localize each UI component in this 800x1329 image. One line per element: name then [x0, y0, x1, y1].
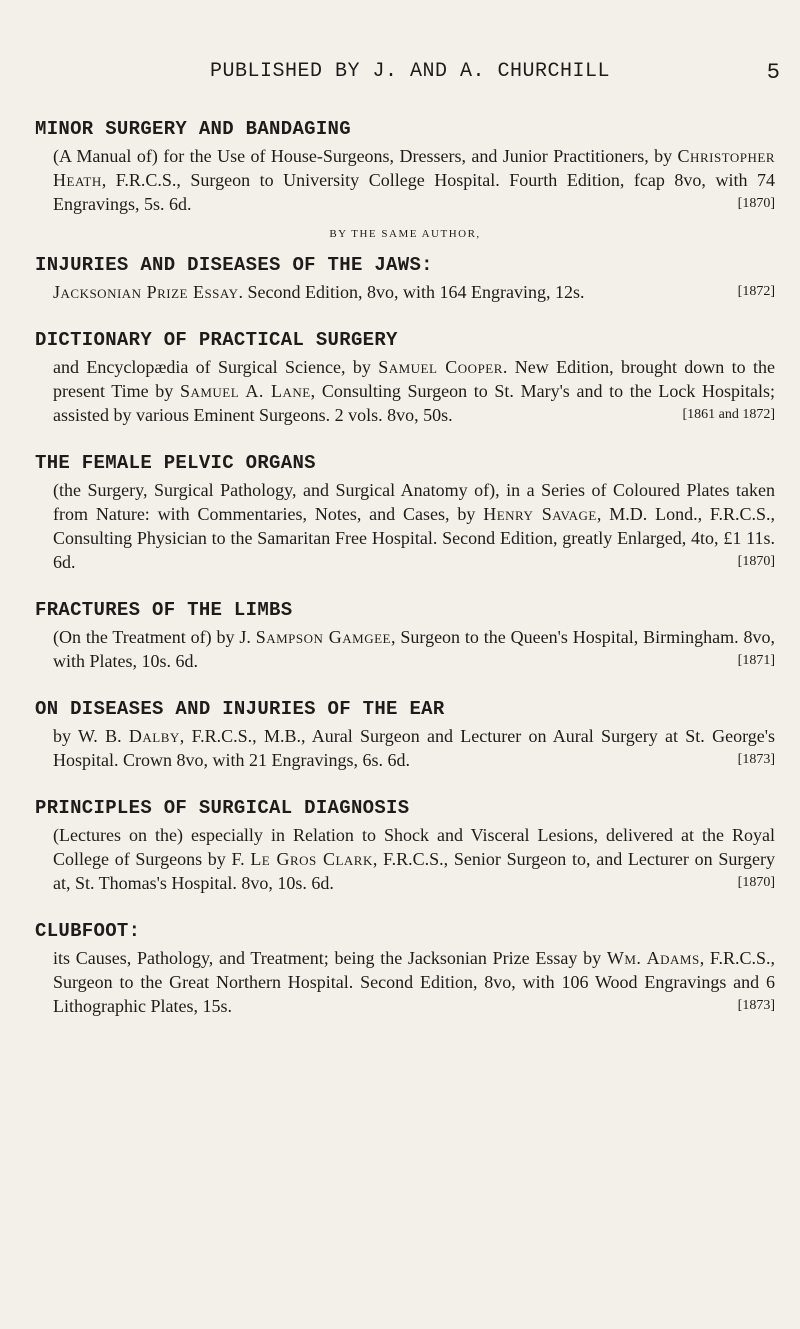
author-name: Dalby [128, 726, 180, 746]
book-entry [35, 920, 775, 1018]
description-text: , M.D. Lond., F.R.C.S., Consulting Physician to the Samaritan Free Hospital. Second Edition, greatly Enlarged, 4to, £1 11s. 6d. [53, 504, 776, 572]
book-entry [35, 452, 775, 574]
author-name: Sampson Gamgee [255, 627, 392, 647]
description-text: . New Edition, brought down to the present Time by [53, 357, 775, 401]
book-description [53, 478, 775, 574]
book-entry [35, 797, 775, 895]
by-line: BY THE SAME AUTHOR, [329, 228, 481, 240]
description-text: , F.R.C.S., Surgeon to the Great Northern Hospital. Second Edition, 8vo, with 106 Wood Engravings and 6 Lithographic Plates, 15s. [53, 948, 776, 1016]
description-text: (A Manual of) for the Use of House-Surgeons, Dressers, and Junior Practitioners, by [53, 146, 678, 166]
book-entry [35, 599, 775, 673]
book-description [53, 280, 775, 304]
book-entries [35, 118, 775, 1018]
book-title: FRACTURES OF THE LIMBS [35, 599, 293, 621]
page-number: 5 [766, 60, 780, 85]
description-text: . Second Edition, 8vo, with 164 Engraving, 12s. [238, 282, 585, 302]
description-text: , Consulting Surgeon to St. Mary's and to the Lock Hospitals; assisted by various Eminent Surgeons. 2 vols. 8vo, 50s. [53, 381, 775, 425]
book-description [53, 823, 775, 895]
description-text: , F.R.C.S., M.B., Aural Surgeon and Lecturer on Aural Surgery at St. George's Hospital. Crown 8vo, with 21 Engravings, 6s. 6d. [53, 726, 775, 770]
publication-year: [1873] [737, 998, 775, 1013]
author-name: Le Gros Clark [250, 849, 373, 869]
book-entry [35, 118, 775, 216]
author-name: Samuel A. Lane [179, 381, 311, 401]
book-title: THE FEMALE PELVIC ORGANS [35, 452, 316, 474]
description-text: its Causes, Pathology, and Treatment; being the Jacksonian Prize Essay by [53, 948, 607, 968]
description-text: by W. B. [53, 726, 129, 746]
publication-year: [1870] [737, 196, 775, 211]
publication-year: [1870] [737, 554, 775, 569]
author-name: Samuel Cooper [378, 357, 503, 377]
author-name: Wm. Adams [606, 948, 700, 968]
book-description [53, 946, 775, 1018]
essay-name: Jacksonian Prize Essay [53, 282, 239, 302]
description-text: , F.R.C.S., Senior Surgeon to, and Lecturer on Surgery at, St. Thomas's Hospital. 8vo, 10s. 6d. [53, 849, 775, 893]
book-description [53, 144, 775, 216]
book-title: MINOR SURGERY AND BANDAGING [35, 118, 351, 140]
book-entry [35, 698, 775, 772]
book-description [53, 724, 775, 772]
book-title: INJURIES AND DISEASES OF THE JAWS: [35, 254, 433, 276]
page-header [40, 60, 780, 90]
description-text: (On the Treatment of) by J. [53, 627, 256, 647]
publication-year: [1872] [737, 284, 775, 299]
book-entry [35, 329, 775, 427]
description-text: and Encyclopædia of Surgical Science, by [53, 357, 379, 377]
book-description [53, 355, 775, 427]
book-title: CLUBFOOT: [35, 920, 141, 942]
book-title: DICTIONARY OF PRACTICAL SURGERY [35, 329, 398, 351]
publication-year: [1870] [737, 875, 775, 890]
book-title: ON DISEASES AND INJURIES OF THE EAR [35, 698, 445, 720]
book-title: PRINCIPLES OF SURGICAL DIAGNOSIS [35, 797, 410, 819]
author-name: Christopher Heath [53, 146, 775, 190]
publication-year: [1861 and 1872] [682, 407, 775, 422]
publication-year: [1873] [737, 752, 775, 767]
publication-year: [1871] [737, 653, 775, 668]
running-head: PUBLISHED BY J. AND A. CHURCHILL [209, 60, 611, 83]
book-entry [35, 254, 775, 304]
author-name: Henry Savage [483, 504, 597, 524]
description-text: (the Surgery, Surgical Pathology, and Surgical Anatomy of), in a Series of Coloured Plates taken from Nature: with Commentaries, Notes, and Cases, by [53, 480, 775, 524]
book-description [53, 625, 775, 673]
description-text: , F.R.C.S., Surgeon to University College Hospital. Fourth Edition, fcap 8vo, with 74 Engravings, 5s. 6d. [53, 170, 775, 214]
description-text: , Surgeon to the Queen's Hospital, Birmingham. 8vo, with Plates, 10s. 6d. [53, 627, 776, 671]
description-text: (Lectures on the) especially in Relation to Shock and Visceral Lesions, delivered at the Royal College of Surgeons by F. [53, 825, 775, 869]
